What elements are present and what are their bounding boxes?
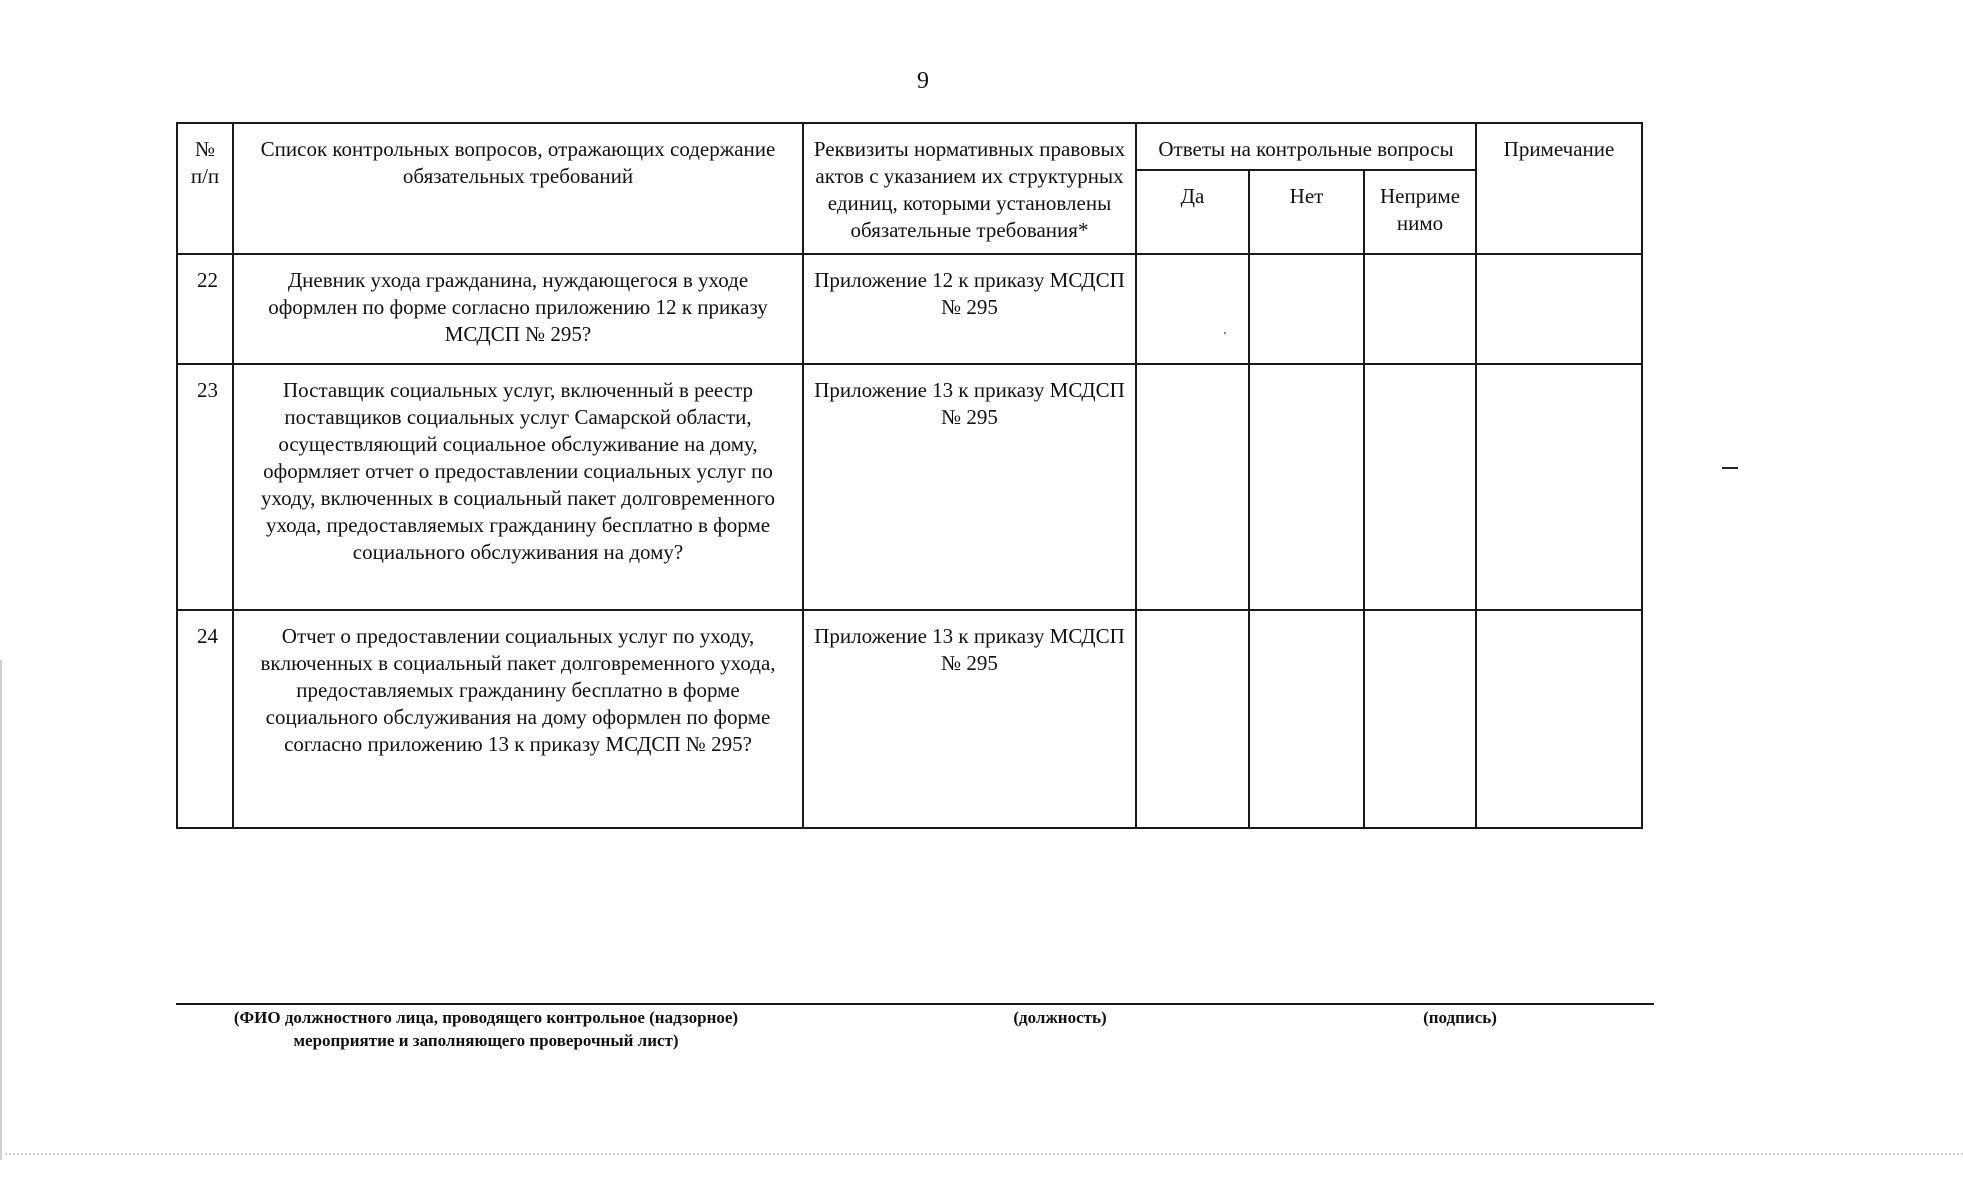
answer-yes-cell[interactable] xyxy=(1136,364,1249,610)
scan-edge-left xyxy=(0,660,2,1160)
header-answer-na: Неприме нимо xyxy=(1364,170,1476,254)
page-number: 9 xyxy=(917,68,929,94)
signature-fio-caption: (ФИО должностного лица, проводящего контрольное (надзорное) мероприятие и заполняющего проверочный лист) xyxy=(233,1008,739,1050)
margin-dash xyxy=(1722,467,1738,469)
scan-edge-bottom xyxy=(0,1153,1963,1155)
table-row xyxy=(177,610,1642,828)
header-row xyxy=(177,123,1642,170)
row-requisite: Приложение 13 к приказу МСДСП № 295 xyxy=(803,364,1136,610)
row-question: Поставщик социальных услуг, включенный в реестр поставщиков социальных услуг Самарской области, осуществляющий социальное обслуживание на дому, оформляет отчет о предоставлении социальных услуг по уходу, включенных в социальный пакет долговременного ухода, предоставляемых гражданину бесплатно в форме социального обслуживания на дому? xyxy=(233,364,803,610)
answer-yes-cell[interactable] xyxy=(1136,254,1249,364)
row-number: 23 xyxy=(177,364,233,610)
note-cell[interactable] xyxy=(1476,364,1642,610)
row-requisite: Приложение 13 к приказу МСДСП № 295 xyxy=(803,610,1136,828)
answer-no-cell[interactable] xyxy=(1249,254,1364,364)
scan-speck xyxy=(1224,332,1226,334)
row-number: 22 xyxy=(177,254,233,364)
signature-sign-caption: (подпись) xyxy=(1423,1008,1497,1027)
answer-yes-cell[interactable] xyxy=(1136,610,1249,828)
answer-no-cell[interactable] xyxy=(1249,364,1364,610)
signature-position-caption: (должность) xyxy=(1013,1008,1107,1027)
table-row xyxy=(177,254,1642,364)
signature-line xyxy=(176,1003,1654,1005)
answer-no-cell[interactable] xyxy=(1249,610,1364,828)
note-cell[interactable] xyxy=(1476,610,1642,828)
answer-na-cell[interactable] xyxy=(1364,254,1476,364)
checklist-table xyxy=(176,122,1643,829)
header-answers: Ответы на контрольные вопросы xyxy=(1136,123,1476,170)
row-question: Отчет о предоставлении социальных услуг по уходу, включенных в социальный пакет долговременного ухода, предоставляемых гражданину бесплатно в форме социального обслуживания на дому оформлен по форме согласно приложению 13 к приказу МСДСП № 295? xyxy=(233,610,803,828)
header-requisites: Реквизиты нормативных правовых актов с указанием их структурных единиц, которыми установлены обязательные требования* xyxy=(803,123,1136,254)
answer-na-cell[interactable] xyxy=(1364,610,1476,828)
row-number: 24 xyxy=(177,610,233,828)
answer-na-cell[interactable] xyxy=(1364,364,1476,610)
header-answer-yes: Да xyxy=(1136,170,1249,254)
header-questions: Список контрольных вопросов, отражающих содержание обязательных требований xyxy=(233,123,803,254)
row-requisite: Приложение 12 к приказу МСДСП № 295 xyxy=(803,254,1136,364)
header-answer-no: Нет xyxy=(1249,170,1364,254)
table-row xyxy=(177,364,1642,610)
header-note: Примечание xyxy=(1476,123,1642,254)
note-cell[interactable] xyxy=(1476,254,1642,364)
header-num: № п/п xyxy=(177,123,233,254)
row-question: Дневник ухода гражданина, нуждающегося в уходе оформлен по форме согласно приложению 12 к приказу МСДСП № 295? xyxy=(233,254,803,364)
